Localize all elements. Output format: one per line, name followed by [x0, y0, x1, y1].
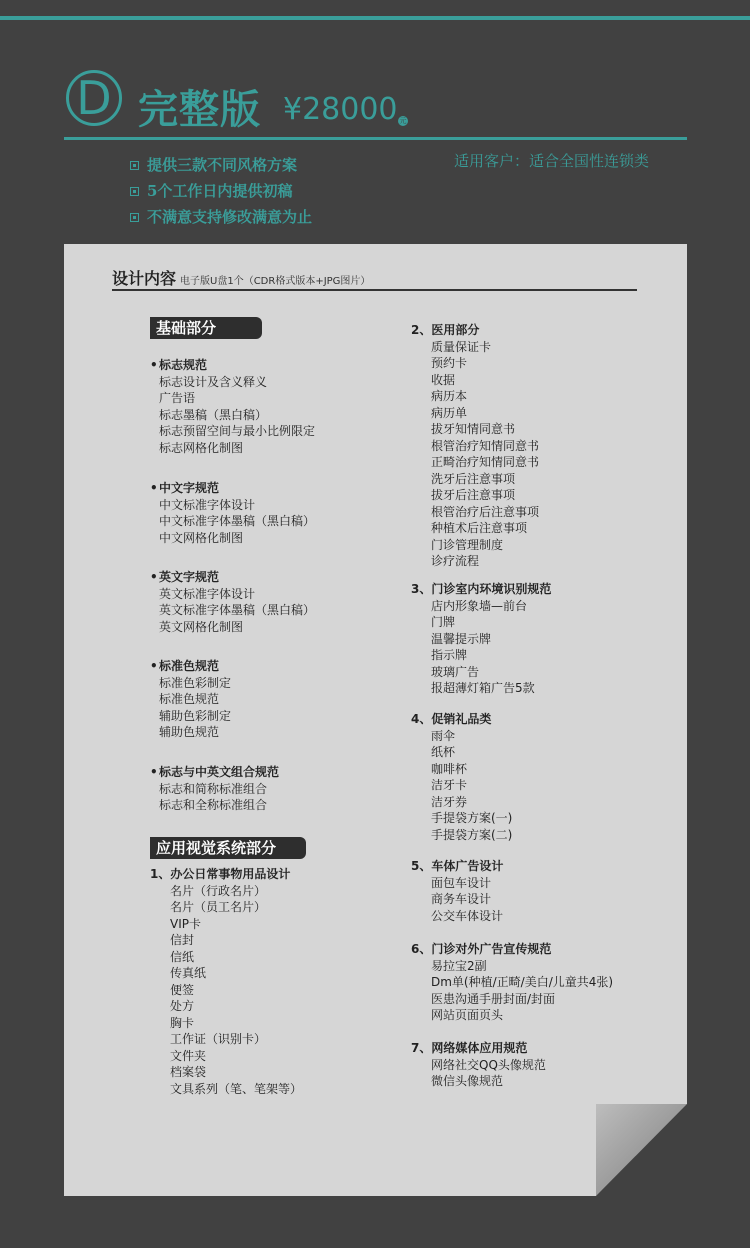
section-block: [411, 858, 503, 924]
section-block: [150, 480, 315, 546]
list-item: 手提袋方案(一): [431, 811, 513, 825]
section-title-text: 7、网络媒体应用规范: [411, 1041, 528, 1055]
price-mark-icon: 元: [399, 117, 407, 125]
section-title: [150, 866, 302, 883]
list-item: 店内形象墙—前台: [431, 598, 528, 613]
section-title: [150, 569, 315, 586]
package-price: ¥28000: [283, 92, 398, 127]
dot-bullet-icon: •: [150, 659, 158, 673]
list-item: 收据: [431, 372, 456, 387]
section-block: [150, 569, 315, 635]
section-title-text: 英文字规范: [159, 570, 220, 584]
header-divider: [64, 137, 687, 140]
dot-bullet-icon: •: [150, 570, 158, 584]
section-block: [411, 941, 613, 1024]
list-item: 英文网格化制图: [159, 619, 244, 634]
list-item: 信封: [170, 933, 195, 947]
content-divider: [112, 289, 637, 291]
section-block: [411, 581, 551, 697]
section-block: [150, 357, 315, 456]
list-item: 工作证（识别卡）: [170, 1032, 267, 1046]
list-item: 雨伞: [431, 728, 456, 743]
list-item: 中文标准字体设计: [159, 497, 256, 512]
section-title: [150, 764, 279, 781]
list-item: 洁牙券: [431, 794, 468, 809]
list-item: 英文标准字体墨稿（黑白稿）: [159, 603, 316, 617]
list-item: 中文网格化制图: [159, 530, 244, 545]
list-item: 文具系列（笔、笔架等）: [170, 1081, 303, 1096]
section-block: [150, 764, 279, 814]
list-item: 根管治疗后注意事项: [431, 504, 540, 519]
list-item: 诊疗流程: [431, 554, 480, 568]
list-item: Dm单(种植/正畸/美白/儿童共4张): [431, 975, 614, 989]
list-item: 中文标准字体墨稿（黑白稿）: [159, 514, 316, 528]
list-item: 英文标准字体设计: [159, 586, 256, 601]
list-item: 网络社交QQ头像规范: [431, 1057, 546, 1072]
list-item: 传真纸: [170, 966, 207, 980]
list-item: 种植术后注意事项: [431, 521, 528, 535]
section-title-text: 中文字规范: [159, 481, 220, 495]
applied-section-tag: 应用视觉系统部分: [150, 837, 306, 859]
section-title: [411, 941, 613, 958]
list-item: 病历本: [431, 389, 468, 403]
list-item: 预约卡: [431, 356, 468, 370]
list-item: 洗牙后注意事项: [431, 471, 516, 486]
list-item: 信纸: [170, 949, 195, 964]
list-item: 质量保证卡: [431, 339, 492, 354]
list-item: VIP卡: [170, 916, 201, 931]
list-item: 病历单: [431, 405, 468, 420]
section-title-text: 1、办公日常事物用品设计: [150, 867, 291, 881]
list-item: 公交车体设计: [431, 908, 504, 923]
list-item: 文件夹: [170, 1048, 207, 1063]
section-title: [411, 858, 503, 875]
list-item: 处方: [170, 999, 195, 1013]
list-item: 广告语: [159, 391, 196, 405]
basic-section-tag: 基础部分: [150, 317, 262, 339]
list-item: 便签: [170, 982, 195, 997]
list-item: 胸卡: [170, 1015, 195, 1030]
content-subtitle: 电子版U盘1个（CDR格式版本+JPG图片）: [180, 276, 371, 287]
list-item: 门诊管理制度: [431, 537, 504, 552]
list-item: 纸杯: [431, 745, 456, 759]
section-title: [150, 480, 315, 497]
square-bullet-icon: [130, 161, 139, 170]
feature-item: 提供三款不同风格方案: [130, 152, 312, 178]
top-accent-line: [0, 16, 750, 20]
content-heading: [112, 266, 370, 289]
square-bullet-icon: [130, 213, 139, 222]
list-item: 标准色彩制定: [159, 675, 232, 690]
section-title-text: 2、医用部分: [411, 323, 480, 337]
list-item: 辅助色规范: [159, 725, 220, 739]
list-item: 标志预留空间与最小比例限定: [159, 424, 316, 438]
section-block: [150, 866, 302, 1097]
list-item: 正畸治疗知情同意书: [431, 455, 540, 469]
list-item: 指示牌: [431, 648, 468, 662]
list-item: 标志和简称标准组合: [159, 781, 268, 796]
feature-list: [130, 152, 312, 230]
list-item: 名片（行政名片）: [170, 883, 267, 898]
section-block: [411, 322, 539, 570]
section-title-text: 5、车体广告设计: [411, 859, 504, 873]
list-item: 辅助色彩制定: [159, 708, 232, 723]
section-title: [411, 322, 539, 339]
section-title: [411, 711, 512, 728]
section-title-text: 标志与中英文组合规范: [159, 765, 280, 779]
section-block: [411, 711, 512, 843]
list-item: 面包车设计: [431, 875, 492, 890]
list-item: 档案袋: [170, 1065, 207, 1079]
list-item: 标志和全称标准组合: [159, 798, 268, 812]
list-item: 标志网格化制图: [159, 440, 244, 455]
content-title: 设计内容: [112, 269, 177, 288]
list-item: 根管治疗知情同意书: [431, 438, 540, 453]
section-title-text: 6、门诊对外广告宣传规范: [411, 942, 552, 956]
list-item: 微信头像规范: [431, 1074, 504, 1088]
section-title-text: 标准色规范: [159, 659, 220, 673]
package-letter-badge: D: [66, 70, 122, 126]
list-item: 名片（员工名片）: [170, 900, 267, 914]
list-item: 咖啡杯: [431, 761, 468, 776]
target-clients: 适用客户：适合全国性连锁类: [454, 152, 650, 170]
section-block: [411, 1040, 546, 1090]
list-item: 标志设计及含义释义: [159, 374, 268, 389]
section-title: [150, 658, 231, 675]
dot-bullet-icon: •: [150, 765, 158, 779]
list-item: 拔牙后注意事项: [431, 488, 516, 502]
section-title: [150, 357, 315, 374]
list-item: 标志墨稿（黑白稿）: [159, 407, 268, 422]
list-item: 门牌: [431, 615, 456, 629]
section-title-text: 4、促销礼品类: [411, 712, 492, 726]
list-item: 商务车设计: [431, 892, 492, 906]
feature-item: 不满意支持修改满意为止: [130, 204, 312, 230]
list-item: 标准色规范: [159, 692, 220, 706]
section-title-text: 标志规范: [159, 358, 208, 372]
section-title: [411, 581, 551, 598]
list-item: 洁牙卡: [431, 778, 468, 792]
square-bullet-icon: [130, 187, 139, 196]
list-item: 网站页面页头: [431, 1008, 504, 1022]
feature-item: 5个工作日内提供初稿: [130, 178, 312, 204]
list-item: 玻璃广告: [431, 664, 480, 679]
list-item: 拔牙知情同意书: [431, 422, 516, 436]
package-title: 完整版: [138, 87, 261, 133]
section-title-text: 3、门诊室内环境识别规范: [411, 582, 552, 596]
list-item: 温馨提示牌: [431, 631, 492, 646]
section-block: [150, 658, 231, 741]
list-item: 医患沟通手册封面/封面: [431, 991, 556, 1006]
dot-bullet-icon: •: [150, 481, 158, 495]
list-item: 易拉宝2副: [431, 958, 487, 973]
section-title: [411, 1040, 546, 1057]
list-item: 报超薄灯箱广告5款: [431, 681, 535, 695]
dot-bullet-icon: •: [150, 358, 158, 372]
list-item: 手提袋方案(二): [431, 827, 513, 842]
